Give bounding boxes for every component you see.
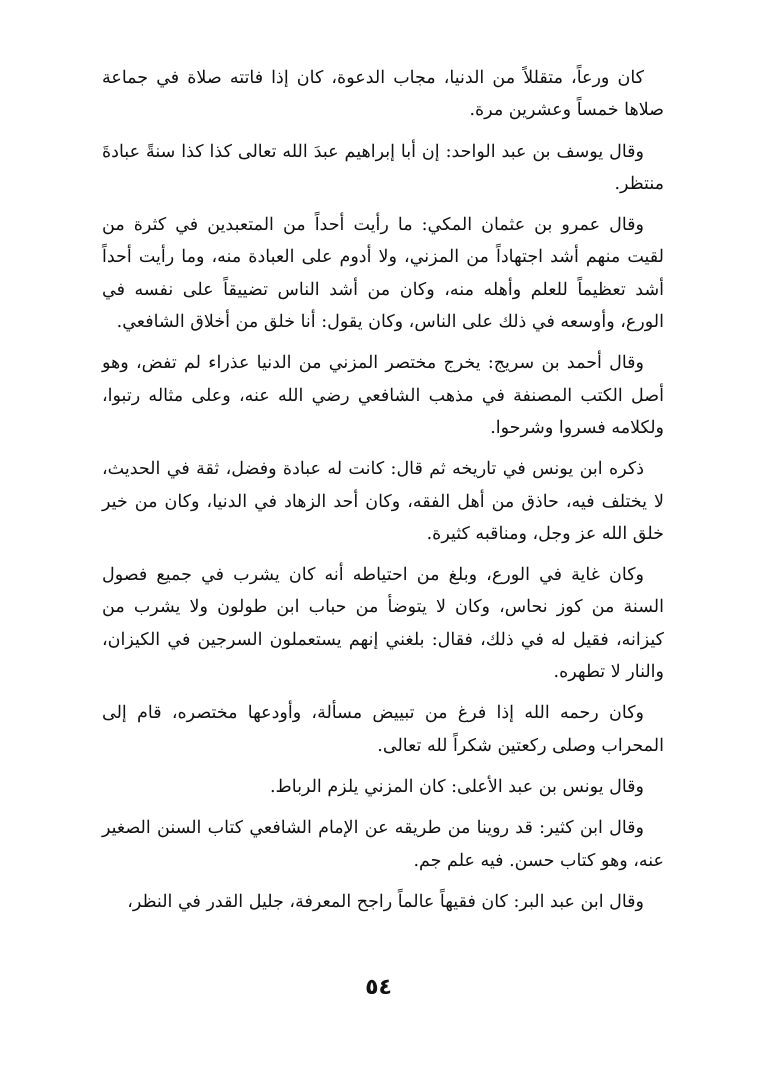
paragraph-1: كان ورعاً، متقللاً من الدنيا، مجاب الدعوة، كان إذا فاتته صلاة في جماعة صلاها خمساً وعشرين مرة.: [102, 68, 664, 121]
paragraph-7: وكان رحمه الله إذا فرغ من تبييض مسألة، وأودعها مختصره، قام إلى المحراب وصلى ركعتين شكراً لله تعالى.: [102, 703, 664, 756]
page-number: ٥٤: [365, 975, 392, 1000]
paragraph-8: وقال يونس بن عبد الأعلى: كان المزني يلزم الرباط.: [269, 776, 644, 797]
paragraph-10: وقال ابن عبد البر: كان فقيهاً عالماً راجح المعرفة، جليل القدر في النظر،: [127, 891, 644, 912]
paragraph-2: وقال يوسف بن عبد الواحد: إن أبا إبراهيم عبدَ الله تعالى كذا كذا سنةً عبادةَ منتظر.: [102, 141, 664, 194]
paragraph-3: وقال عمرو بن عثمان المكي: ما رأيت أحداً من المتعبدين في كثرة من لقيت منهم أشد اجتهاداً من المزني، ولا أدوم على العبادة منه، وما رأيت أحداً أشد تعظيماً للعلم وأهله منه، وكان من أشد الناس تضييقاً على نفسه في الورع، وأوسعه في ذلك على الناس، وكان يقول: أنا خلق من أخلاق الشافعي.: [102, 215, 664, 333]
paragraph-9: وقال ابن كثير: قد روينا من طريقه عن الإمام الشافعي كتاب السنن الصغير عنه، وهو كتاب حسن. فيه علم جم.: [102, 818, 664, 871]
paragraph-4: وقال أحمد بن سريج: يخرج مختصر المزني من الدنيا عذراء لم تفض، وهو أصل الكتب المصنفة في مذهب الشافعي رضي الله عنه، وعلى مثاله رتبوا، ولكلامه فسروا وشرحوا.: [102, 353, 664, 438]
page-body-text: [102, 62, 664, 927]
paragraph-5: ذكره ابن يونس في تاريخه ثم قال: كانت له عبادة وفضل، ثقة في الحديث، لا يختلف فيه، حاذق من أهل الفقه، وكان أحد الزهاد في الدنيا، وكان من خير خلق الله عز وجل، ومناقبه كثيرة.: [102, 459, 664, 544]
paragraph-6: وكان غاية في الورع، وبلغ من احتياطه أنه كان يشرب في جميع فصول السنة من كوز نحاس، وكان لا يتوضأ من حباب ابن طولون ولا يشرب من كيزانه، فقيل له في ذلك، فقال: بلغني إنهم يستعملون السرجين في الكيزان، والنار لا تطهره.: [102, 565, 664, 683]
